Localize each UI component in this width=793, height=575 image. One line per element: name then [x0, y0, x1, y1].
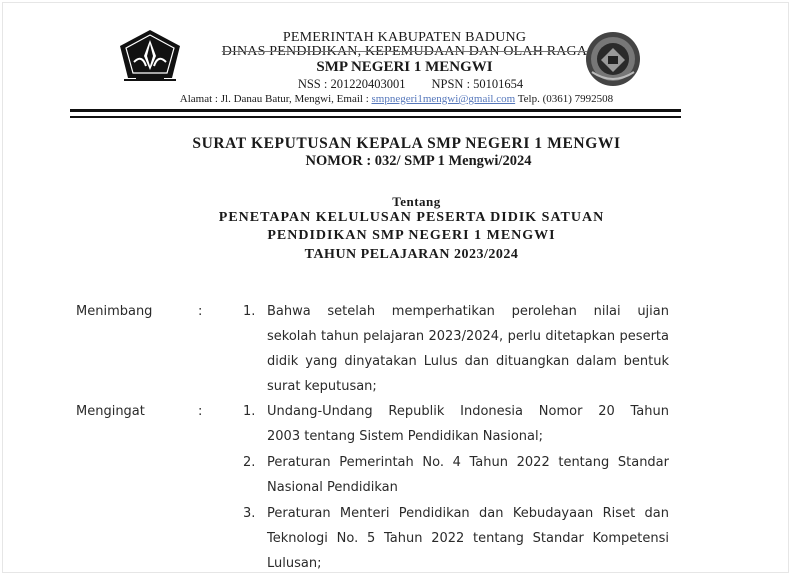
- clause-line: Bahwa setelah memperhatikan perolehan nilai ujian: [267, 304, 669, 319]
- decree-number: NOMOR : 032/ SMP 1 Mengwi/2024: [305, 153, 532, 169]
- clause-line: Teknologi No. 5 Tahun 2022 tentang Standar Kompetensi: [267, 531, 669, 546]
- npsn-number: NPSN : 50101654: [431, 77, 524, 91]
- address-text: Alamat : Jl. Danau Batur, Mengwi, Email :: [179, 93, 369, 105]
- letterhead-department: DINAS PENDIDIKAN, KEPEMUDAAN DAN OLAH RAGA: [221, 44, 588, 59]
- subject-line-1: PENETAPAN KELULUSAN PESERTA DIDIK SATUAN: [218, 210, 605, 225]
- clause-line: Lulusan;: [267, 556, 322, 571]
- clause-line: Undang-Undang Republik Indonesia Nomor 20 Tahun: [267, 404, 669, 419]
- letterhead-government: PEMERINTAH KABUPATEN BADUNG: [282, 30, 527, 45]
- section-colon: :: [198, 304, 203, 319]
- letterhead-address: [0, 93, 793, 105]
- nss-number: NSS : 201220403001: [297, 77, 406, 91]
- clause-number: 1.: [243, 304, 256, 319]
- clause-line: Nasional Pendidikan: [267, 480, 398, 495]
- subject-line-3: TAHUN PELAJARAN 2023/2024: [304, 247, 519, 262]
- clause-line: Peraturan Menteri Pendidikan dan Kebudayaan Riset dan: [267, 506, 669, 521]
- subject-line-2: PENDIDIKAN SMP NEGERI 1 MENGWI: [267, 228, 556, 243]
- clause-line: surat keputusan;: [267, 379, 377, 394]
- clause-line: didik yang dinyatakan Lulus dan dituangkan dalam bentuk: [267, 354, 669, 369]
- phone-text: Telp. (0361) 7992508: [517, 93, 614, 105]
- letterhead-registration: [14, 77, 793, 92]
- clause-number: 1.: [243, 404, 256, 419]
- letterhead-divider-thin: [70, 116, 681, 118]
- section-label-menimbang: Menimbang: [76, 304, 153, 319]
- clause-line: sekolah tahun pelajaran 2023/2024, perlu ditetapkan peserta: [267, 329, 669, 344]
- about-label: Tentang: [392, 194, 441, 209]
- letterhead: [0, 0, 793, 118]
- section-colon: :: [198, 404, 203, 419]
- clause-number: 2.: [243, 455, 256, 470]
- decree-heading: SURAT KEPUTUSAN KEPALA SMP NEGERI 1 MENGWI: [192, 135, 621, 152]
- letterhead-school-name: SMP NEGERI 1 MENGWI: [316, 59, 493, 75]
- email-link[interactable]: smpnegeri1mengwi@gmail.com: [371, 93, 516, 105]
- letterhead-divider-thick: [70, 109, 681, 112]
- clause-line: 2003 tentang Sistem Pendidikan Nasional;: [267, 429, 543, 444]
- section-label-mengingat: Mengingat: [76, 404, 145, 419]
- clause-number: 3.: [243, 506, 256, 521]
- clause-line: Peraturan Pemerintah No. 4 Tahun 2022 tentang Standar: [267, 455, 669, 470]
